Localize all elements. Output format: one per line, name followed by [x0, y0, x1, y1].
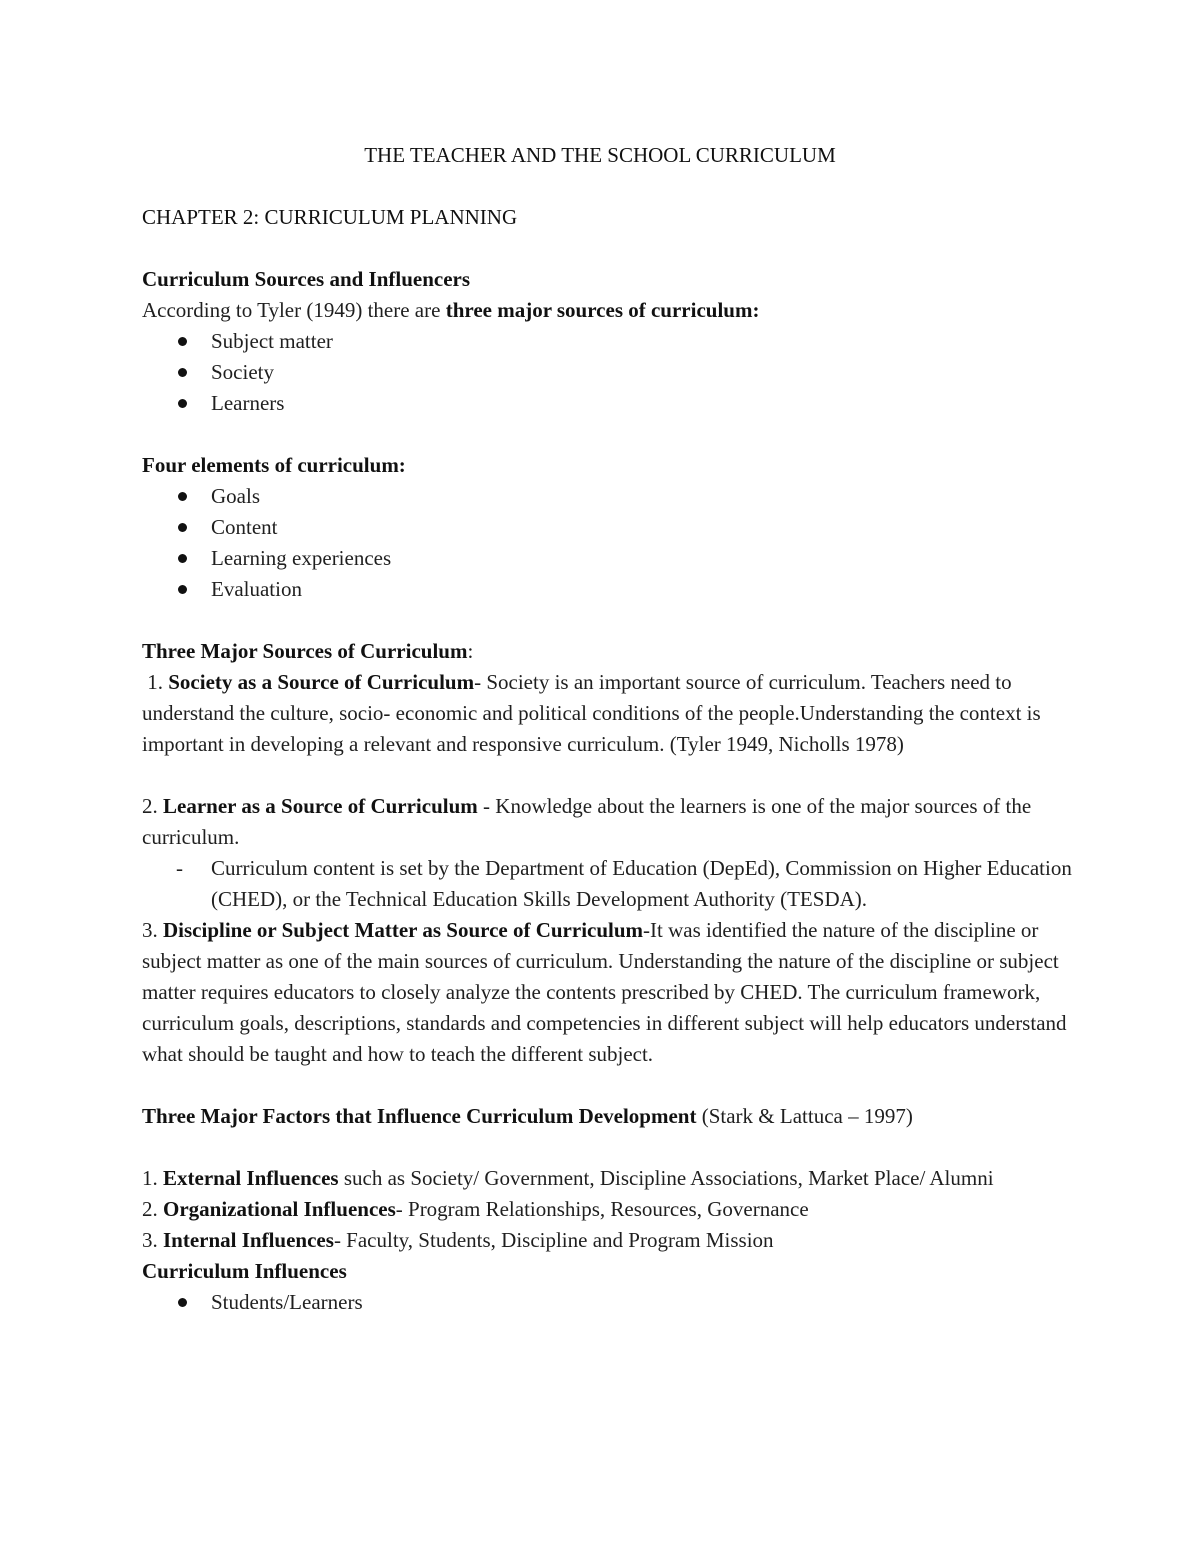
item-title: Society as a Source of Curriculum	[168, 670, 475, 694]
major-source-item-3	[142, 915, 1082, 1070]
list-item	[142, 543, 1082, 574]
item-text: - Faculty, Students, Discipline and Program Mission	[333, 1228, 774, 1252]
list-item	[142, 388, 1082, 419]
influences-heading: Curriculum Influences	[142, 1259, 347, 1283]
dash-marker: -	[176, 856, 183, 880]
list-item	[142, 512, 1082, 543]
list-item	[142, 574, 1082, 605]
bullet-icon	[178, 1298, 187, 1307]
list-item	[142, 481, 1082, 512]
list-item-label: Goals	[211, 484, 260, 508]
item-title: Internal Influences	[163, 1228, 334, 1252]
spacer	[142, 233, 1082, 264]
list-item-label: Evaluation	[211, 577, 302, 601]
item-text: - Society is an important source of curriculum. Teachers need to understand the culture, socio- economic and political conditions of the people.Understanding the context is important in developing a relevant and responsive curriculum. (Tyler 1949, Nicholls 1978)	[142, 670, 1041, 756]
major-source-item-2	[142, 791, 1082, 853]
item-text: - Knowledge about the learners is one of the major sources of the curriculum.	[142, 794, 1032, 849]
spacer	[142, 605, 1082, 636]
bullet-icon	[178, 492, 187, 501]
influences-list	[142, 1287, 1082, 1318]
item-title: Learner as a Source of Curriculum	[163, 794, 478, 818]
factor-item-3	[142, 1225, 1082, 1256]
major-sources-heading-colon: :	[467, 639, 474, 663]
item-number: 2.	[142, 794, 163, 818]
major-source-item-1	[142, 667, 1082, 760]
item-text: - Program Relationships, Resources, Governance	[395, 1197, 809, 1221]
list-item-label: Students/Learners	[211, 1290, 363, 1314]
factor-item-2	[142, 1194, 1082, 1225]
elements-heading: Four elements of curriculum:	[142, 453, 406, 477]
bullet-icon	[178, 399, 187, 408]
list-item	[142, 1287, 1082, 1318]
bullet-icon	[178, 585, 187, 594]
major-sources-heading	[142, 636, 1082, 667]
factor-item-1	[142, 1163, 1082, 1194]
item-number: 1.	[142, 670, 169, 694]
tyler-intro-text: According to Tyler (1949) there are	[142, 298, 446, 322]
factors-heading	[142, 1101, 1082, 1132]
spacer	[142, 760, 1082, 791]
dash-list-item	[142, 853, 1082, 915]
item-number: 2.	[142, 1197, 163, 1221]
item-title: External Influences	[163, 1166, 339, 1190]
list-item	[142, 357, 1082, 388]
spacer	[142, 1132, 1082, 1163]
document-page	[142, 140, 1082, 1318]
list-item-label: Learners	[211, 391, 285, 415]
bullet-icon	[178, 368, 187, 377]
item-text: such as Society/ Government, Discipline Associations, Market Place/ Alumni	[338, 1166, 994, 1190]
tyler-sources-list	[142, 326, 1082, 419]
major-sources-heading-bold: Three Major Sources of Curriculum	[142, 639, 468, 663]
list-item-label: Subject matter	[211, 329, 333, 353]
elements-list	[142, 481, 1082, 605]
item-title: Discipline or Subject Matter as Source of Curriculum	[163, 918, 644, 942]
factors-heading-bold: Three Major Factors that Influence Curriculum Development	[142, 1104, 697, 1128]
item-number: 3.	[142, 918, 163, 942]
list-item-label: Learning experiences	[211, 546, 392, 570]
item-title: Organizational Influences	[163, 1197, 396, 1221]
tyler-intro	[142, 295, 1082, 326]
document-title: THE TEACHER AND THE SCHOOL CURRICULUM	[364, 143, 836, 167]
spacer	[142, 419, 1082, 450]
sources-heading: Curriculum Sources and Influencers	[142, 267, 471, 291]
dash-item-text: Curriculum content is set by the Department of Education (DepEd), Commission on Higher Education (CHED), or the Technical Education Skills Development Authority (TESDA).	[211, 856, 1072, 911]
bullet-icon	[178, 523, 187, 532]
list-item-label: Content	[211, 515, 278, 539]
bullet-icon	[178, 337, 187, 346]
list-item	[142, 326, 1082, 357]
factors-heading-citation: (Stark & Lattuca – 1997)	[696, 1104, 913, 1128]
item-number: 3.	[142, 1228, 163, 1252]
item-text: -It was identified the nature of the discipline or subject matter as one of the main sources of curriculum. Understanding the nature of the discipline or subject matter requires educators to closely analyze the contents prescribed by CHED. The curriculum framework, curriculum goals, descriptions, standards and competencies in different subject will help educators understand what should be taught and how to teach the different subject.	[142, 918, 1067, 1066]
item-number: 1.	[142, 1166, 163, 1190]
bullet-icon	[178, 554, 187, 563]
chapter-heading: CHAPTER 2: CURRICULUM PLANNING	[142, 205, 518, 229]
tyler-intro-bold: three major sources of curriculum:	[445, 298, 760, 322]
spacer	[142, 1070, 1082, 1101]
list-item-label: Society	[211, 360, 274, 384]
